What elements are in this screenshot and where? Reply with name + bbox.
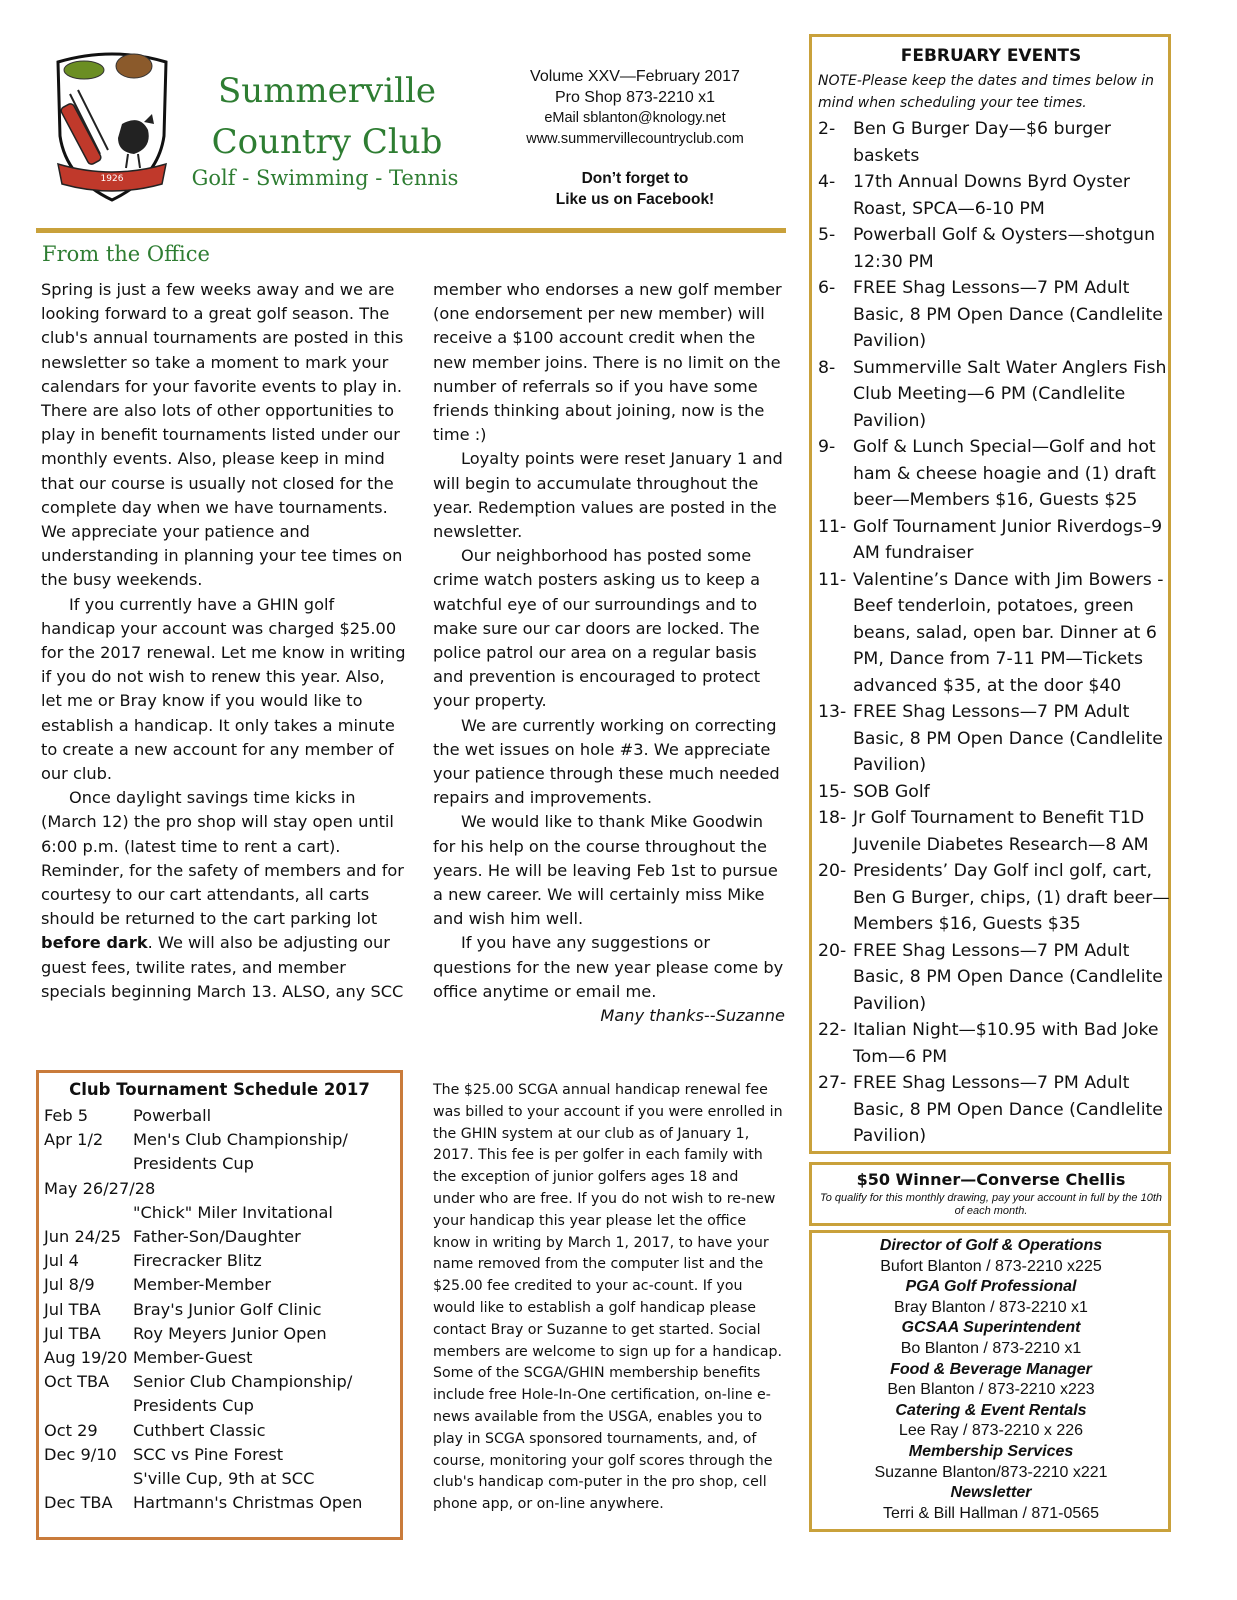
staff-contact: Bufort Blanton / 873-2210 x225 (880, 1257, 1102, 1275)
tournament-item (44, 1394, 400, 1418)
facebook-line2: Like us on Facebook! (555, 191, 715, 208)
office-paragraph: member who endorses a new golf member (one endorsement per new member) will receive a $100 account credit when the new member joins. There is no limit on the number of referrals so if you have some friends thinking about joining, now is the time :) (433, 280, 782, 445)
tournament-name: Presidents Cup (133, 1154, 254, 1174)
event-text: Powerball Golf & Oysters—shotgun 12:30 PM (853, 225, 1156, 272)
email-link[interactable]: eMail sblanton@knology.net (544, 110, 726, 126)
newsletter-info (490, 66, 780, 150)
event-item (818, 779, 1172, 806)
event-text: FREE Shag Lessons—7 PM Adult Basic, 8 PM Open Dance (Candlelite Pavilion) (853, 940, 1163, 1014)
tournament-item (44, 1201, 400, 1225)
event-item (818, 805, 1172, 858)
staff-role: Membership Services (908, 1442, 1074, 1460)
tournament-item (44, 1104, 400, 1128)
tournament-name: Presidents Cup (133, 1396, 254, 1416)
facebook-line1: Don’t forget to (581, 170, 689, 187)
office-text: Once daylight savings time kicks in (March 12) the pro shop will stay open until 6:00 p.m. (latest time to rent a cart). Reminder, for the safety of members and for courtesy to our cart attendants, all carts should be returned to the cart parking lot (41, 788, 404, 929)
tournament-date: Dec TBA (44, 1493, 113, 1513)
event-day: 8- (818, 357, 836, 378)
tournament-item (44, 1298, 400, 1322)
event-item (818, 275, 1172, 355)
club-name-line2: Country Club (211, 122, 443, 162)
event-text: SOB Golf (853, 781, 930, 802)
tournament-name: "Chick" Miler Invitational (133, 1202, 333, 1222)
event-text: Presidents’ Day Golf incl golf, cart, Ben G Burger, chips, (1) draft beer—Members $16, Guests $35 (853, 861, 1170, 934)
tournament-item (44, 1467, 400, 1491)
office-paragraph: Spring is just a few weeks away and we are looking forward to a great golf season. The club's annual tournaments are posted in this newsletter so take a moment to mark your calendars for your favorite events to play in. There are also lots of other opportunities to play in benefit tournaments listed under our monthly events. Also, please keep in mind that our course is usually not closed for the complete day when we have tournaments. We appreciate your patience and understanding in planning your tee times on the busy weekends. (41, 280, 404, 590)
tournament-item (44, 1491, 400, 1515)
staff-contact: Suzanne Blanton/873-2210 x221 (874, 1463, 1108, 1481)
event-item (818, 116, 1172, 169)
club-name (194, 66, 460, 168)
tournament-item (44, 1152, 400, 1176)
tournament-date: Aug 19/20 (44, 1348, 128, 1368)
tournament-date: May 26/27/28 (44, 1178, 156, 1198)
staff-list (812, 1236, 1170, 1524)
event-day: 9- (818, 437, 836, 457)
event-day: 20- (818, 940, 847, 961)
staff-contact: Lee Ray / 873-2210 x 226 (898, 1422, 1084, 1440)
event-day: 2- (818, 119, 836, 139)
tournament-item (44, 1419, 400, 1443)
tournament-name: Senior Club Championship/ (133, 1372, 353, 1392)
event-text: Summerville Salt Water Anglers Fish Club Meeting—6 PM (Candlelite Pavilion) (853, 357, 1167, 431)
club-tagline: Golf - Swimming - Tennis (191, 166, 459, 190)
volume-line: Volume XXV—February 2017 (530, 68, 740, 85)
events-note: NOTE-Please keep the dates and times below in mind when scheduling your tee times. (818, 73, 1155, 111)
event-day: 4- (818, 172, 836, 192)
office-signature: Many thanks--Suzanne (600, 1006, 785, 1026)
staff-role: Newsletter (950, 1484, 1032, 1502)
club-logo-crest (48, 44, 176, 204)
tournament-name: Roy Meyers Junior Open (133, 1323, 327, 1343)
club-name-line1: Summerville (218, 71, 436, 111)
tournament-item (44, 1177, 400, 1201)
tournament-name: Firecracker Blitz (133, 1251, 262, 1271)
staff-role: PGA Golf Professional (905, 1278, 1077, 1296)
event-day: 18- (818, 808, 847, 828)
event-item (818, 222, 1172, 275)
event-text: Valentine’s Dance with Jim Bowers -Beef tenderloin, potatoes, green beans, salad, open bar. Dinner at 6 PM, Dance from 7-11 PM—Tickets advanced $35, at the door $40 (853, 569, 1164, 696)
event-day: 27- (818, 1073, 847, 1093)
office-paragraph: Our neighborhood has posted some crime watch posters asking us to keep a watchful eye of our surroundings and to make sure our car doors are locked. The police patrol our area on a regular basis and prevention is encouraged to protect your property. (433, 546, 761, 711)
tournament-date: Oct 29 (44, 1420, 98, 1440)
winner-note: To qualify for this monthly drawing, pay your account in full by the 10th of each month. (819, 1192, 1162, 1217)
tournament-item (44, 1273, 400, 1297)
tournament-name: Bray's Junior Golf Clinic (133, 1299, 322, 1319)
event-item (818, 858, 1172, 938)
tournament-date (44, 1201, 133, 1225)
event-text: FREE Shag Lessons—7 PM Adult Basic, 8 PM Open Dance (Candlelite Pavilion) (853, 1073, 1163, 1146)
tournament-date: Jul TBA (44, 1299, 101, 1319)
event-text: 17th Annual Downs Byrd Oyster Roast, SPCA—6-10 PM (853, 172, 1130, 219)
tournament-item (44, 1370, 400, 1394)
tournament-item (44, 1346, 400, 1370)
tournament-date (44, 1152, 133, 1176)
tournament-list (44, 1104, 400, 1515)
event-text: Golf & Lunch Special—Golf and hot ham & cheese hoagie and (1) draft beer—Members $16, Guests $25 (853, 437, 1156, 510)
event-text: Ben G Burger Day—$6 burger baskets (853, 119, 1111, 166)
office-paragraph: If you currently have a GHIN golf handicap your account was charged $25.00 for the 2017 renewal. Let me know in writing if you do not wish to renew this year. Also, let me or Bray know if you would like to establish a handicap. It only takes a minute to create a new account for any member of our club. (41, 594, 406, 784)
staff-role: GCSAA Superintendent (901, 1319, 1081, 1337)
staff-contact: Ben Blanton / 873-2210 x223 (887, 1381, 1095, 1399)
winner-title: $50 Winner—Converse Chellis (856, 1170, 1126, 1189)
office-paragraph: If you have any suggestions or questions for the new year please come by office anytime or email me. (433, 933, 784, 1001)
tournament-name: Powerball (133, 1106, 212, 1125)
tournament-item (44, 1128, 400, 1152)
tournament-item (44, 1322, 400, 1346)
website-link[interactable]: www.summervillecountryclub.com (526, 131, 744, 147)
event-text: FREE Shag Lessons—7 PM Adult Basic, 8 PM Open Dance (Candlelite Pavilion) (853, 702, 1163, 775)
tournament-date: Dec 9/10 (44, 1444, 117, 1464)
pro-shop-line: Pro Shop 873-2210 x1 (554, 89, 716, 106)
event-day: 15- (818, 781, 847, 802)
event-day: 20- (818, 861, 847, 881)
event-item (818, 514, 1172, 567)
tournament-date: Jul 4 (44, 1251, 79, 1271)
event-item (818, 938, 1172, 1018)
facebook-reminder (510, 168, 760, 210)
office-column-1 (41, 278, 407, 1004)
tournament-name: Men's Club Championship/ (133, 1130, 348, 1150)
event-text: Italian Night—$10.95 with Bad Joke Tom—6 PM (853, 1020, 1159, 1067)
tournament-item (44, 1225, 400, 1249)
tournament-date: Jun 24/25 (44, 1227, 122, 1247)
tournament-name: Member-Member (133, 1275, 271, 1295)
event-item (818, 567, 1172, 700)
office-text: . We will also be adjusting our guest fees, twilite rates, and member specials beginning March 13. ALSO, any SCC (41, 933, 404, 1001)
event-day: 5- (818, 225, 836, 245)
tournament-date: Apr 1/2 (44, 1130, 104, 1150)
event-item (818, 699, 1172, 779)
event-day: 22- (818, 1020, 847, 1040)
tournament-name: Hartmann's Christmas Open (133, 1493, 363, 1513)
staff-role: Director of Golf & Operations (879, 1237, 1103, 1254)
event-text: FREE Shag Lessons—7 PM Adult Basic, 8 PM Open Dance (Candlelite Pavilion) (853, 278, 1163, 351)
event-item (818, 1017, 1172, 1070)
office-column-2 (433, 278, 785, 1028)
office-paragraph: Loyalty points were reset January 1 and will begin to accumulate throughout the year. Redemption values are posted in the newsletter. (433, 449, 783, 542)
tournament-item (44, 1249, 400, 1273)
event-day: 6- (818, 278, 836, 298)
events-title: FEBRUARY EVENTS (900, 46, 1082, 66)
staff-role: Food & Beverage Manager (890, 1360, 1092, 1378)
logo-year: 1926 (100, 174, 124, 184)
event-text: Jr Golf Tournament to Benefit T1D Juvenile Diabetes Research—8 AM (853, 808, 1149, 855)
tournament-name: Father-Son/Daughter (133, 1227, 301, 1247)
office-paragraph (41, 786, 407, 1004)
tournament-item (44, 1443, 400, 1467)
tournament-date: Feb 5 (44, 1106, 89, 1125)
event-item (818, 434, 1172, 514)
tournament-date: Oct TBA (44, 1372, 110, 1392)
tournament-date: Jul TBA (44, 1323, 101, 1343)
tournament-name: Cuthbert Classic (133, 1420, 266, 1440)
event-day: 13- (818, 702, 847, 722)
tournament-name: Member-Guest (133, 1348, 253, 1368)
event-item (818, 1070, 1172, 1150)
staff-contact: Bo Blanton / 873-2210 x1 (900, 1339, 1082, 1357)
tournament-date (44, 1394, 133, 1418)
header-divider (36, 228, 786, 233)
event-item (818, 169, 1172, 222)
tournament-date (44, 1467, 133, 1491)
event-day: 11- (818, 569, 847, 590)
event-day: 11- (818, 516, 847, 537)
office-paragraph: We would like to thank Mike Goodwin for his help on the course throughout the years. He will be leaving Feb 1st to pursue a new career. We will certainly miss Mike and wish him well. (433, 812, 778, 929)
office-bold-text: before dark (41, 933, 148, 953)
tournament-date: Jul 8/9 (44, 1275, 95, 1295)
office-paragraph: We are currently working on correcting the wet issues on hole #3. We appreciate your patience through these much needed repairs and improvements. (433, 715, 780, 808)
event-item (818, 355, 1172, 435)
staff-role: Catering & Event Rentals (895, 1401, 1087, 1419)
handicap-notice: The $25.00 SCGA annual handicap renewal fee was billed to your account if you were enrolled in the GHIN system at our club as of January 1, 2017. This fee is per golfer in each family with the exception of junior golfers ages 18 and under who are free. If you do not wish to re-new your handicap this year please let the office know in writing by March 1, 2017, to have your name removed from the computer list and the $25.00 fee credited to your ac-count. If you would like to establish a golf handicap please contact Bray or Suzanne to get started. Social members are welcome to sign up for a handicap. Some of the SCGA/GHIN membership benefits include free Hole-In-One certification, on-line e-news available from the USGA, enables you to play in SCGA sponsored tournaments, and, of course, monitoring your golf scores through the club's handicap com-puter in the pro shop, cell phone app, or on-line anywhere. (433, 1082, 783, 1513)
tournament-name: SCC vs Pine Forest (133, 1444, 284, 1464)
event-text: Golf Tournament Junior Riverdogs–9 AM fundraiser (853, 516, 1163, 563)
events-list (818, 116, 1172, 1150)
staff-contact: Bray Blanton / 873-2210 x1 (894, 1298, 1088, 1316)
office-section-title: From the Office (42, 242, 210, 266)
staff-contact: Terri & Bill Hallman / 871-0565 (882, 1504, 1100, 1522)
tournament-name: S'ville Cup, 9th at SCC (133, 1469, 315, 1489)
tournament-title: Club Tournament Schedule 2017 (69, 1080, 370, 1099)
